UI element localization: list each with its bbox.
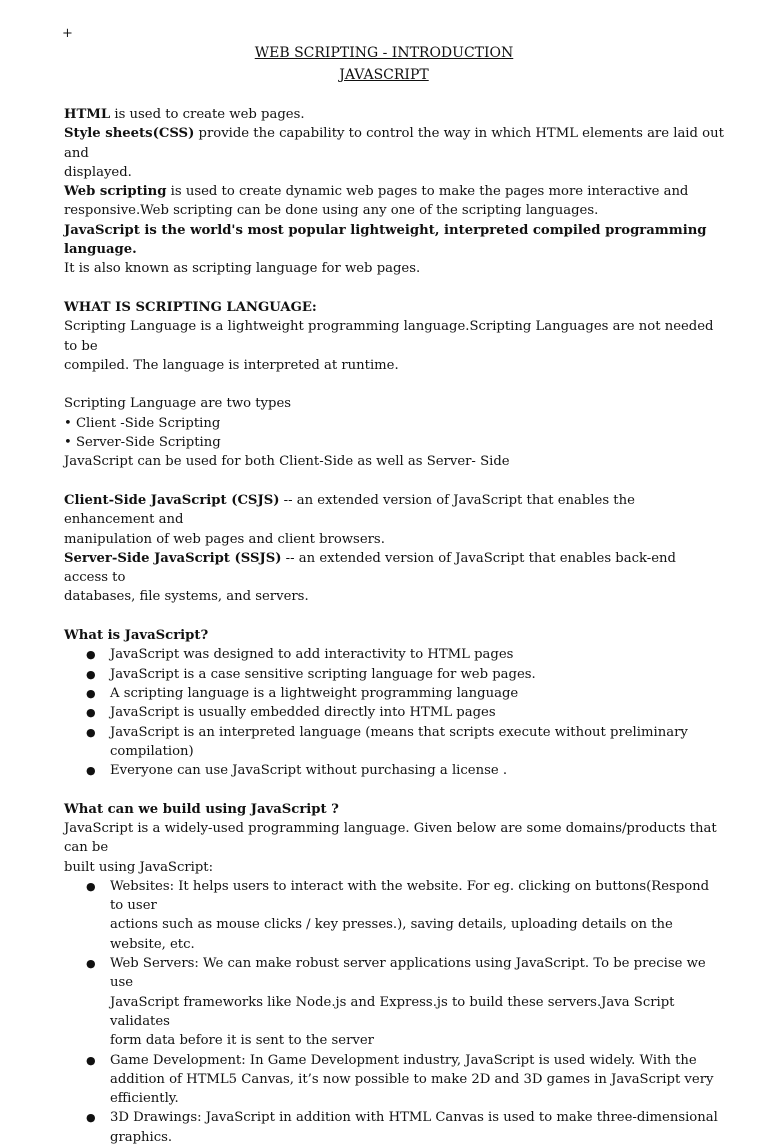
scripting-line-1: Scripting Language is a lightweight programming language.Scripting Languages are not needed to be [64, 319, 714, 354]
list-item-text: form data before it is sent to the server [110, 1033, 374, 1049]
list-item [64, 877, 724, 954]
html-paragraph [64, 105, 724, 124]
css-term: Style sheets(CSS) [64, 126, 195, 142]
html-text: is used to create web pages. [110, 107, 305, 122]
scripting-heading: WHAT IS SCRIPTING LANGUAGE: [64, 299, 317, 315]
what-is-js-heading: What is JavaScript? [64, 628, 209, 644]
bullet-icon: ● [86, 1111, 96, 1125]
list-item [64, 665, 724, 684]
ws-term: Web scripting [64, 184, 167, 200]
html-term: HTML [64, 107, 111, 122]
css-paragraph [64, 124, 724, 182]
list-item-text: 3D Drawings: JavaScript in addition with HTML Canvas is used to make three-dimensional [110, 1110, 718, 1126]
list-item [64, 1108, 724, 1147]
js-bold-statement: JavaScript is the world's most popular lightweight, interpreted compiled programming language. [64, 222, 707, 258]
list-item-text: JavaScript is a case sensitive scripting language for web pages. [110, 666, 536, 682]
plus-mark: + [62, 26, 73, 41]
scripting-line-2: compiled. The language is interpreted at runtime. [64, 357, 399, 373]
list-item-text: efficiently. [110, 1091, 179, 1107]
list-item-text: graphics. [110, 1129, 173, 1145]
ws-text: is used to create dynamic web pages to make the pages more interactive and [166, 184, 689, 200]
ssjs-term: Server-Side JavaScript (SSJS) [64, 550, 282, 566]
type-client: • Client -Side Scripting [64, 415, 221, 431]
bullet-icon: ● [86, 879, 96, 893]
js-known-as: It is also known as scripting language for web pages. [64, 261, 421, 277]
list-item-text: JavaScript is usually embedded directly into HTML pages [110, 705, 496, 721]
build-intro-1: JavaScript is a widely-used programming language. Given below are some domains/products that can be [64, 820, 717, 856]
list-item-text: Websites: It helps users to interact with the website. For eg. clicking on buttons(Respond to user [110, 878, 710, 914]
list-item-text: addition of HTML5 Canvas, it’s now possible to make 2D and 3D games in JavaScript very [110, 1071, 714, 1087]
build-intro-2: built using JavaScript: [64, 859, 214, 875]
list-item-text: JavaScript frameworks like Node.js and Express.js to build these servers.Java Script validates [110, 994, 675, 1029]
build-heading: What can we build using JavaScript ? [64, 801, 339, 817]
type-server: • Server-Side Scripting [64, 435, 221, 451]
list-item-text: actions such as mouse clicks / key presses.), saving details, uploading details on the website, etc. [110, 917, 673, 952]
list-item [64, 645, 724, 664]
both-sides: JavaScript can be used for both Client-Side as well as Server- Side [64, 454, 510, 470]
ws-text-cont: responsive.Web scripting can be done using any one of the scripting languages. [64, 203, 599, 219]
bullet-icon: ● [86, 957, 96, 971]
csjs-paragraph: Client-Side JavaScript (CSJS) -- an extended version of JavaScript that enables the enhancement and manipulation of web pages and client browsers. [64, 492, 635, 547]
build-list [64, 877, 724, 1147]
document-title: WEB SCRIPTING - INTRODUCTION [254, 45, 514, 61]
document-body [64, 105, 724, 1147]
list-item-text: Everyone can use JavaScript without purchasing a license . [110, 763, 508, 779]
ws-paragraph [64, 182, 724, 221]
bullet-icon: ● [86, 725, 96, 739]
list-item [64, 761, 724, 780]
css-text-cont: displayed. [64, 164, 132, 180]
bullet-icon: ● [86, 686, 96, 700]
list-item [64, 1051, 724, 1109]
ssjs-paragraph: Server-Side JavaScript (SSJS) -- an extended version of JavaScript that enables back-end access to databases, file systems, and servers. [64, 550, 676, 605]
list-item [64, 954, 724, 1050]
list-item [64, 684, 724, 703]
bullet-icon: ● [86, 1053, 96, 1067]
list-item-text: compilation) [110, 743, 194, 759]
list-item-text: JavaScript was designed to add interactivity to HTML pages [110, 647, 514, 663]
document-subtitle: JAVASCRIPT [339, 67, 429, 83]
bullet-icon: ● [86, 706, 96, 720]
css-text: provide the capability to control the way in which HTML elements are laid out and [64, 126, 724, 161]
bullet-icon: ● [86, 667, 96, 681]
bullet-icon: ● [86, 648, 96, 662]
list-item [64, 723, 724, 762]
csjs-term: Client-Side JavaScript (CSJS) [64, 492, 280, 508]
list-item-text: JavaScript is an interpreted language (means that scripts execute without preliminary [110, 724, 688, 740]
types-intro: Scripting Language are two types [64, 396, 292, 412]
list-item-text: A scripting language is a lightweight programming language [110, 685, 519, 701]
list-item [64, 703, 724, 722]
list-item-text: Game Development: In Game Development industry, JavaScript is used widely. With the [110, 1052, 697, 1068]
bullet-icon: ● [86, 764, 96, 778]
what-is-js-list [64, 645, 724, 780]
list-item-text: Web Servers: We can make robust server applications using JavaScript. To be precise we use [110, 956, 706, 991]
